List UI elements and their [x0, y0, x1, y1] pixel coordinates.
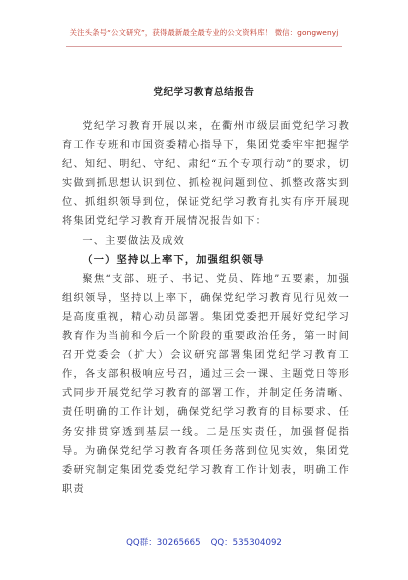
footer-qq-number: QQ：535304092 — [210, 538, 282, 548]
paragraph-body: 聚焦“支部、班子、书记、党员、阵地”五要素，加强组织领导，坚持以上率下，确保党纪学习教育见行见效一是高度重视，精心动员部署。集团党委把开展好党纪学习教育作为当前和今后一个阶段的重要政治任务，第一时间召开党委会（扩大）会议研究部署集团党纪学习教育工作，各支部积极响应号召，通过三会一课、主题党日等形式同步开展党纪学习教育的部署工作，并制定任务清晰、责任明确的工作计划，确保党纪学习教育的目标要求、任务安排贯穿透到基层一线。二是压实责任，加强督促指导。为确保党纪学习教育各项任务落到位见实效，集团党委研究制定集团党委党纪学习教育工作计划表，明确工作职责 — [62, 273, 350, 495]
section-heading: 一、主要做法及成效 — [82, 235, 185, 247]
promo-banner: 关注头条号“公文研究”，获得最新最全最专业的公文资料库！ 微信：gongwenyj — [69, 28, 339, 37]
paragraph-intro: 党纪学习教育开展以来，在衢州市级层面党纪学习教育工作专班和市国资委精心指导下，集团党委牢牢把握学纪、知纪、明纪、守纪、肃纪“五个专项行动”的要求，切实做到抓思想认识到位、抓检视问题到位、抓整改落实到位、抓组织领导到位，保证党纪学习教育扎实有序开展现将集团党纪学习教育开展情况报告如下： — [62, 121, 350, 228]
header-divider — [66, 46, 342, 47]
document-body — [62, 117, 350, 499]
footer-qq-group: QQ群：30265665 — [126, 538, 201, 548]
document-title: 党纪学习教育总结报告 — [153, 87, 255, 98]
footer-contact — [0, 536, 408, 548]
sub-heading: （一）坚持以上率下，加强组织领导 — [82, 253, 265, 266]
